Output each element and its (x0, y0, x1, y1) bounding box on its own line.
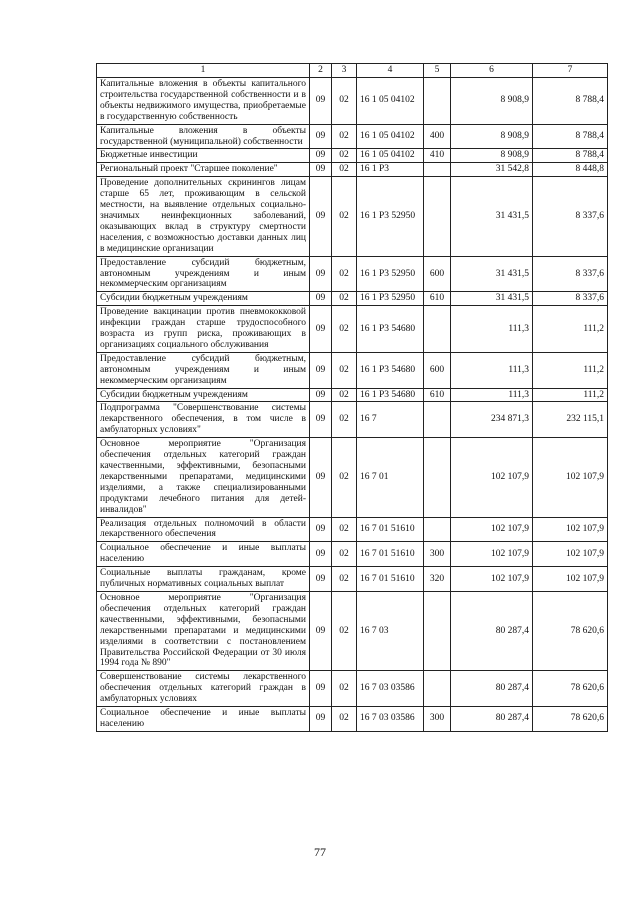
target-article-cell: 16 1 P3 (357, 163, 424, 177)
amount-col6-cell: 80 287,4 (451, 707, 533, 732)
subsection-code-cell: 02 (332, 256, 357, 292)
row-name-cell: Основное мероприятие "Организация обеспечения отдельных категорий граждан качественными, эффективными, безопасными лекарственными препаратами, медицинскими изделиями, а также специализированными продуктами лечебного питания для детей-инвалидов" (97, 438, 310, 517)
subsection-code-cell: 02 (332, 402, 357, 438)
section-code-cell: 09 (310, 124, 332, 149)
expense-type-cell (424, 306, 451, 353)
subsection-code-cell: 02 (332, 542, 357, 567)
table-body (97, 78, 608, 732)
row-name-cell: Проведение вакцинации против пневмококковой инфекции граждан старше трудоспособного возраста из групп риска, проживающих в организациях социального обслуживания (97, 306, 310, 353)
subsection-code-cell: 02 (332, 517, 357, 542)
target-article-cell: 16 1 05 04102 (357, 149, 424, 163)
amount-col7-cell: 111,2 (533, 306, 608, 353)
amount-col6-cell: 31 542,8 (451, 163, 533, 177)
expense-type-cell (424, 671, 451, 707)
section-code-cell: 09 (310, 78, 332, 125)
section-code-cell: 09 (310, 163, 332, 177)
row-name-cell: Субсидии бюджетным учреждениям (97, 292, 310, 306)
expense-type-cell (424, 163, 451, 177)
table-row (97, 591, 608, 670)
subsection-code-cell: 02 (332, 352, 357, 388)
table-row (97, 517, 608, 542)
amount-col6-cell: 102 107,9 (451, 542, 533, 567)
amount-col7-cell: 102 107,9 (533, 438, 608, 517)
table-row (97, 388, 608, 402)
table-header (97, 64, 608, 78)
table-row (97, 292, 608, 306)
table-row (97, 149, 608, 163)
amount-col7-cell: 8 788,4 (533, 78, 608, 125)
row-name-cell: Предоставление субсидий бюджетным, автономным учреждениям и иным некоммерческим организациям (97, 256, 310, 292)
target-article-cell: 16 7 (357, 402, 424, 438)
table-row (97, 306, 608, 353)
row-name-cell: Основное мероприятие "Организация обеспечения отдельных категорий граждан качественными, эффективными, безопасными лекарственными препаратами и медицинскими изделиями в соответствии с постановлением Правительства Российской Федерации от 30 июля 1994 года № 890" (97, 591, 310, 670)
subsection-code-cell: 02 (332, 591, 357, 670)
subsection-code-cell: 02 (332, 707, 357, 732)
row-name-cell: Региональный проект "Старшее поколение" (97, 163, 310, 177)
subsection-code-cell: 02 (332, 163, 357, 177)
table-row (97, 542, 608, 567)
target-article-cell: 16 1 05 04102 (357, 78, 424, 125)
amount-col6-cell: 80 287,4 (451, 591, 533, 670)
expense-type-cell: 300 (424, 542, 451, 567)
expense-type-cell: 600 (424, 352, 451, 388)
target-article-cell: 16 1 P3 52950 (357, 177, 424, 256)
amount-col7-cell: 102 107,9 (533, 517, 608, 542)
amount-col6-cell: 102 107,9 (451, 517, 533, 542)
amount-col7-cell: 111,2 (533, 352, 608, 388)
row-name-cell: Социальное обеспечение и иные выплаты населению (97, 707, 310, 732)
section-code-cell: 09 (310, 352, 332, 388)
row-name-cell: Предоставление субсидий бюджетным, автономным учреждениям и иным некоммерческим организациям (97, 352, 310, 388)
section-code-cell: 09 (310, 438, 332, 517)
page-number: 77 (314, 845, 326, 859)
amount-col6-cell: 8 908,9 (451, 124, 533, 149)
amount-col6-cell: 102 107,9 (451, 567, 533, 592)
subsection-code-cell: 02 (332, 567, 357, 592)
subsection-code-cell: 02 (332, 292, 357, 306)
expense-type-cell (424, 438, 451, 517)
amount-col7-cell: 8 337,6 (533, 177, 608, 256)
section-code-cell: 09 (310, 292, 332, 306)
section-code-cell: 09 (310, 542, 332, 567)
header-row (97, 64, 608, 78)
section-code-cell: 09 (310, 517, 332, 542)
header-col-5: 5 (424, 64, 451, 78)
amount-col6-cell: 111,3 (451, 352, 533, 388)
target-article-cell: 16 1 P3 54680 (357, 388, 424, 402)
header-col-4: 4 (357, 64, 424, 78)
amount-col7-cell: 232 115,1 (533, 402, 608, 438)
section-code-cell: 09 (310, 591, 332, 670)
amount-col7-cell: 102 107,9 (533, 542, 608, 567)
expense-type-cell: 610 (424, 388, 451, 402)
amount-col6-cell: 111,3 (451, 388, 533, 402)
header-col-7: 7 (533, 64, 608, 78)
amount-col6-cell: 8 908,9 (451, 149, 533, 163)
header-col-6: 6 (451, 64, 533, 78)
budget-table (96, 63, 608, 732)
expense-type-cell (424, 78, 451, 125)
amount-col6-cell: 31 431,5 (451, 177, 533, 256)
expense-type-cell (424, 177, 451, 256)
section-code-cell: 09 (310, 402, 332, 438)
section-code-cell: 09 (310, 707, 332, 732)
table-row (97, 78, 608, 125)
table-row (97, 256, 608, 292)
amount-col7-cell: 78 620,6 (533, 671, 608, 707)
target-article-cell: 16 7 01 51610 (357, 517, 424, 542)
section-code-cell: 09 (310, 177, 332, 256)
expense-type-cell (424, 402, 451, 438)
header-col-1: 1 (97, 64, 310, 78)
expense-type-cell: 610 (424, 292, 451, 306)
amount-col7-cell: 78 620,6 (533, 591, 608, 670)
subsection-code-cell: 02 (332, 306, 357, 353)
row-name-cell: Социальные выплаты гражданам, кроме публичных нормативных социальных выплат (97, 567, 310, 592)
section-code-cell: 09 (310, 256, 332, 292)
table-row (97, 124, 608, 149)
target-article-cell: 16 1 P3 52950 (357, 256, 424, 292)
table-row (97, 177, 608, 256)
target-article-cell: 16 7 01 51610 (357, 567, 424, 592)
table-row (97, 402, 608, 438)
target-article-cell: 16 1 05 04102 (357, 124, 424, 149)
amount-col6-cell: 31 431,5 (451, 256, 533, 292)
subsection-code-cell: 02 (332, 438, 357, 517)
amount-col6-cell: 102 107,9 (451, 438, 533, 517)
target-article-cell: 16 7 01 (357, 438, 424, 517)
amount-col6-cell: 31 431,5 (451, 292, 533, 306)
subsection-code-cell: 02 (332, 124, 357, 149)
section-code-cell: 09 (310, 567, 332, 592)
section-code-cell: 09 (310, 388, 332, 402)
table-row (97, 438, 608, 517)
amount-col7-cell: 8 788,4 (533, 124, 608, 149)
section-code-cell: 09 (310, 306, 332, 353)
target-article-cell: 16 1 P3 54680 (357, 306, 424, 353)
target-article-cell: 16 1 P3 52950 (357, 292, 424, 306)
table-row (97, 707, 608, 732)
row-name-cell: Реализация отдельных полномочий в области лекарственного обеспечения (97, 517, 310, 542)
amount-col7-cell: 111,2 (533, 388, 608, 402)
target-article-cell: 16 1 P3 54680 (357, 352, 424, 388)
row-name-cell: Подпрограмма "Совершенствование системы лекарственного обеспечения, в том числе в амбулаторных условиях" (97, 402, 310, 438)
amount-col6-cell: 8 908,9 (451, 78, 533, 125)
expense-type-cell: 410 (424, 149, 451, 163)
amount-col7-cell: 8 337,6 (533, 292, 608, 306)
target-article-cell: 16 7 03 03586 (357, 671, 424, 707)
row-name-cell: Капитальные вложения в объекты капитального строительства государственной собственности и в объекты недвижимого имущества, приобретаемые в государственную собственность (97, 78, 310, 125)
subsection-code-cell: 02 (332, 149, 357, 163)
amount-col7-cell: 78 620,6 (533, 707, 608, 732)
row-name-cell: Капитальные вложения в объекты государственной (муниципальной) собственности (97, 124, 310, 149)
table-row (97, 352, 608, 388)
expense-type-cell: 320 (424, 567, 451, 592)
table-row (97, 567, 608, 592)
amount-col7-cell: 8 448,8 (533, 163, 608, 177)
table-row (97, 163, 608, 177)
expense-type-cell: 600 (424, 256, 451, 292)
expense-type-cell: 400 (424, 124, 451, 149)
amount-col6-cell: 234 871,3 (451, 402, 533, 438)
row-name-cell: Проведение дополнительных скринингов лицам старше 65 лет, проживающим в сельской местности, на выявление отдельных социально-значимых неинфекционных заболеваний, оказывающих вклад в структуру смертности населения, с возможностью доставки данных лиц в медицинские организации (97, 177, 310, 256)
section-code-cell: 09 (310, 671, 332, 707)
row-name-cell: Социальное обеспечение и иные выплаты населению (97, 542, 310, 567)
header-col-3: 3 (332, 64, 357, 78)
row-name-cell: Субсидии бюджетным учреждениям (97, 388, 310, 402)
table-row (97, 671, 608, 707)
expense-type-cell (424, 591, 451, 670)
target-article-cell: 16 7 03 (357, 591, 424, 670)
amount-col6-cell: 111,3 (451, 306, 533, 353)
expense-type-cell: 300 (424, 707, 451, 732)
subsection-code-cell: 02 (332, 78, 357, 125)
row-name-cell: Совершенствование системы лекарственного обеспечения отдельных категорий граждан в амбулаторных условиях (97, 671, 310, 707)
subsection-code-cell: 02 (332, 388, 357, 402)
amount-col7-cell: 8 788,4 (533, 149, 608, 163)
amount-col7-cell: 8 337,6 (533, 256, 608, 292)
subsection-code-cell: 02 (332, 177, 357, 256)
expense-type-cell (424, 517, 451, 542)
subsection-code-cell: 02 (332, 671, 357, 707)
header-col-2: 2 (310, 64, 332, 78)
target-article-cell: 16 7 03 03586 (357, 707, 424, 732)
amount-col6-cell: 80 287,4 (451, 671, 533, 707)
row-name-cell: Бюджетные инвестиции (97, 149, 310, 163)
amount-col7-cell: 102 107,9 (533, 567, 608, 592)
target-article-cell: 16 7 01 51610 (357, 542, 424, 567)
section-code-cell: 09 (310, 149, 332, 163)
